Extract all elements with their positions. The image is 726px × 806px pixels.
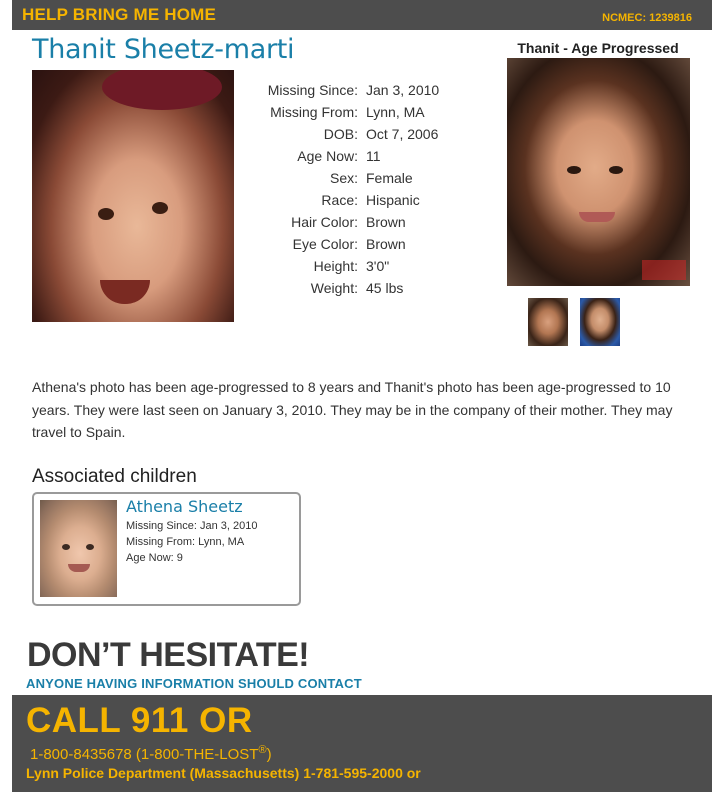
detail-height <box>246 256 439 278</box>
detail-value: 3'0" <box>366 258 390 274</box>
detail-label: Missing Since: <box>267 82 358 98</box>
child-photo <box>32 70 234 322</box>
poster-headline: HELP BRING ME HOME <box>22 5 217 24</box>
dont-hesitate-heading: DON’T HESITATE! <box>27 636 310 674</box>
detail-label: Sex: <box>329 170 358 186</box>
associated-children-heading: Associated children <box>32 466 197 487</box>
associated-child-age-now: Age Now: 9 <box>126 552 183 564</box>
registered-mark: ® <box>258 744 267 756</box>
case-number: NCMEC: 1239816 <box>602 12 692 24</box>
contact-intro: ANYONE HAVING INFORMATION SHOULD CONTACT <box>26 676 362 691</box>
detail-value: Lynn, MA <box>366 104 425 120</box>
detail-label: Weight: <box>310 280 358 296</box>
associated-child-info <box>126 518 257 566</box>
detail-label: Race: <box>321 192 358 208</box>
associated-child-missing-since: Missing Since: Jan 3, 2010 <box>126 520 258 532</box>
hotline-text: 1-800-8435678 (1-800-THE-LOST <box>30 746 259 763</box>
police-contact: Lynn Police Department (Massachusetts) 1-781-595-2000 or <box>26 765 421 781</box>
case-description: Athena's photo has been age-progressed to 8 years and Thanit's photo has been age-progressed to 10 years. They were last seen on January 3, 2010. They may be in the company of their mother. They may travel to Spain. <box>32 379 673 440</box>
detail-age-now <box>246 146 439 168</box>
thumbnail-photo-2[interactable] <box>580 298 620 346</box>
detail-value: Jan 3, 2010 <box>366 82 440 98</box>
detail-missing-from <box>246 102 439 124</box>
detail-value: Brown <box>366 214 406 230</box>
hotline-number <box>30 744 272 763</box>
detail-value: 11 <box>366 148 381 164</box>
age-progressed-photo[interactable] <box>507 58 690 286</box>
detail-value: Oct 7, 2006 <box>366 126 439 142</box>
detail-hair-color <box>246 212 439 234</box>
associated-child-photo[interactable] <box>40 500 117 597</box>
detail-label: Missing From: <box>270 104 358 120</box>
detail-race <box>246 190 439 212</box>
child-name: Thanit Sheetz-marti <box>32 34 295 65</box>
thumbnail-photo-1[interactable] <box>528 298 568 346</box>
call-911-text: CALL 911 OR <box>26 701 253 740</box>
detail-label: Eye Color: <box>292 236 358 252</box>
associated-child-name[interactable]: Athena Sheetz <box>126 497 243 516</box>
detail-value: 45 lbs <box>366 280 404 296</box>
detail-value: Hispanic <box>366 192 420 208</box>
child-details <box>246 80 439 300</box>
detail-weight <box>246 278 439 300</box>
age-progressed-caption: Thanit - Age Progressed <box>517 40 679 56</box>
detail-sex <box>246 168 439 190</box>
hotline-close: ) <box>266 746 272 763</box>
ncmec-watermark <box>642 260 686 280</box>
detail-label: Height: <box>313 258 358 274</box>
contact-bar <box>12 695 712 792</box>
detail-eye-color <box>246 234 439 256</box>
detail-dob <box>246 124 439 146</box>
associated-child-missing-from: Missing From: Lynn, MA <box>126 536 245 548</box>
detail-value: Brown <box>366 236 406 252</box>
detail-missing-since <box>246 80 439 102</box>
detail-label: Age Now: <box>297 148 358 164</box>
detail-label: DOB: <box>323 126 358 142</box>
detail-value: Female <box>366 170 413 186</box>
detail-label: Hair Color: <box>291 214 358 230</box>
associated-child-card[interactable] <box>32 492 301 606</box>
header-bar <box>12 0 712 30</box>
